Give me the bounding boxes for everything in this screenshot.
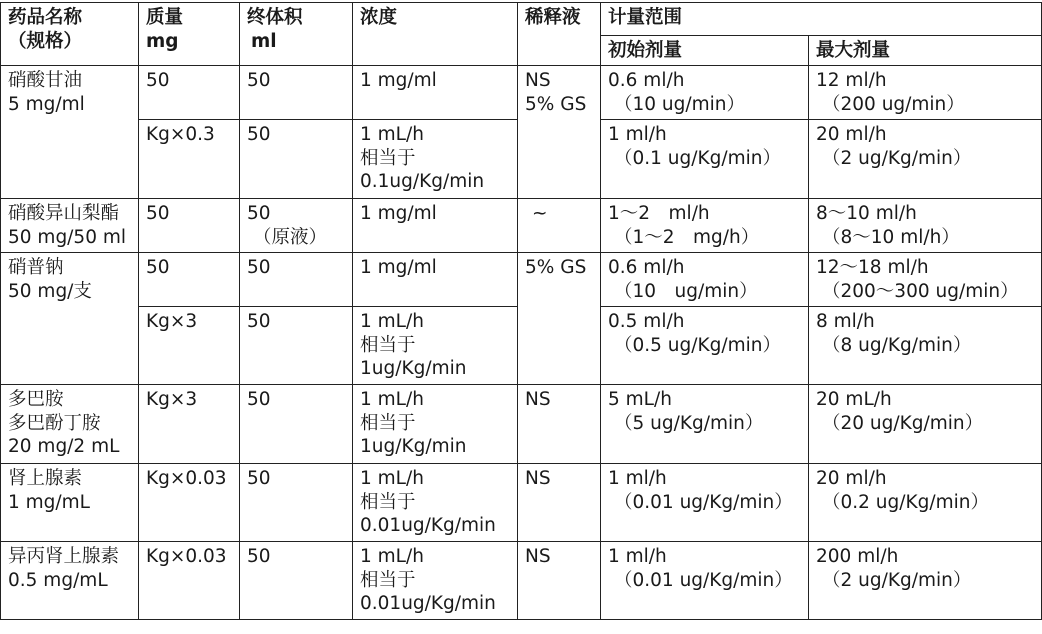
diluent-cell-line: NS xyxy=(525,70,551,91)
final-volume-cell-line: 50 xyxy=(247,70,271,91)
header-final-volume xyxy=(240,3,353,66)
initial-dose-cell-line: 1～2 ml/h xyxy=(608,203,710,224)
table-body xyxy=(1,66,1042,620)
max-dose-cell xyxy=(809,464,1042,542)
initial-dose-cell-line: （10 ug/min） xyxy=(614,280,758,302)
concentration-cell xyxy=(353,307,518,385)
concentration-cell-line: 0.01ug/Kg/min xyxy=(360,515,496,536)
mass-cell: Kg×0.3 xyxy=(139,120,240,199)
initial-dose-cell xyxy=(601,307,809,385)
initial-dose-cell-line: （0.1 ug/Kg/min） xyxy=(614,147,781,169)
initial-dose-cell-line: （0.01 ug/Kg/min） xyxy=(614,569,793,591)
initial-dose-cell-line: （0.5 ug/Kg/min） xyxy=(614,334,781,356)
max-dose-cell-line: 20 ml/h xyxy=(816,468,887,489)
initial-dose-cell xyxy=(601,542,809,620)
table-row xyxy=(1,253,1042,307)
initial-dose-cell xyxy=(601,464,809,542)
max-dose-cell xyxy=(809,385,1042,464)
final-volume-cell-line: 50 xyxy=(247,311,271,332)
max-dose-cell xyxy=(809,66,1042,120)
initial-dose-cell-line: （5 ug/Kg/min） xyxy=(614,412,764,434)
table-row xyxy=(1,199,1042,253)
final-volume-cell xyxy=(240,199,353,253)
final-volume-cell-line: 50 xyxy=(247,257,271,278)
max-dose-cell-line: （200～300 ug/min） xyxy=(822,280,1019,302)
diluent-cell-line: 5% GS xyxy=(525,257,587,278)
header-drug-name xyxy=(1,3,139,66)
mass-cell: 50 xyxy=(139,253,240,307)
final-volume-cell xyxy=(240,464,353,542)
infusion-dosage-table xyxy=(0,2,1042,620)
concentration-cell-line: 1 mL/h xyxy=(360,311,424,332)
concentration-cell-line: 1 mg/ml xyxy=(360,70,437,91)
header-drug-name-line2: （规格） xyxy=(8,30,83,52)
final-volume-cell-line: 50 xyxy=(247,468,271,489)
diluent-cell-line: 5% GS xyxy=(525,93,587,115)
mass-cell: Kg×3 xyxy=(139,307,240,385)
concentration-cell-line: 0.1ug/Kg/min xyxy=(360,171,485,192)
initial-dose-cell-line: 0.6 ml/h xyxy=(608,257,685,278)
table-row xyxy=(1,464,1042,542)
concentration-cell-line: 相当于 xyxy=(360,334,416,356)
concentration-cell-line: 1 mL/h xyxy=(360,389,424,410)
diluent-cell-line: NS xyxy=(525,468,551,489)
initial-dose-cell-line: 1 ml/h xyxy=(608,124,667,145)
header-mass-unit: mg xyxy=(146,30,179,52)
header-final-volume-line1: 终体积 xyxy=(247,7,303,28)
max-dose-cell-line: 12 ml/h xyxy=(816,70,887,91)
header-drug-name-line1: 药品名称 xyxy=(8,7,83,28)
concentration-cell xyxy=(353,253,518,307)
diluent-cell xyxy=(518,542,601,620)
mass-cell: 50 xyxy=(139,199,240,253)
header-final-volume-unit: ml xyxy=(251,30,277,52)
drug-name-cell xyxy=(1,385,139,464)
final-volume-cell xyxy=(240,385,353,464)
header-dose-range: 计量范围 xyxy=(601,3,1042,36)
concentration-cell-line: 相当于 xyxy=(360,569,416,591)
diluent-cell xyxy=(518,199,601,253)
concentration-cell-line: 1 mL/h xyxy=(360,124,424,145)
table-row xyxy=(1,66,1042,120)
diluent-cell-line: ~ xyxy=(532,203,548,224)
concentration-cell xyxy=(353,385,518,464)
max-dose-cell-line: （2 ug/Kg/min） xyxy=(822,147,972,169)
concentration-cell-line: 0.01ug/Kg/min xyxy=(360,593,496,614)
mass-cell: Kg×3 xyxy=(139,385,240,464)
drug-name-cell-line: 多巴酚丁胺 xyxy=(8,412,101,434)
max-dose-cell-line: （200 ug/min） xyxy=(822,93,965,115)
final-volume-cell xyxy=(240,66,353,120)
max-dose-cell-line: （2 ug/Kg/min） xyxy=(822,569,972,591)
drug-name-cell-line: 50 mg/50 ml xyxy=(8,226,127,248)
max-dose-cell-line: 20 mL/h xyxy=(816,389,892,410)
drug-name-cell-line: 5 mg/ml xyxy=(8,93,85,115)
drug-name-cell xyxy=(1,253,139,385)
max-dose-cell-line: （8～10 ml/h） xyxy=(822,226,960,248)
drug-name-cell xyxy=(1,464,139,542)
header-mass xyxy=(139,3,240,66)
final-volume-cell-line: （原液） xyxy=(253,226,328,248)
drug-name-cell-line: 硝酸甘油 xyxy=(8,70,83,91)
initial-dose-cell xyxy=(601,66,809,120)
final-volume-cell xyxy=(240,253,353,307)
concentration-cell-line: 1 mL/h xyxy=(360,546,424,567)
concentration-cell-line: 相当于 xyxy=(360,491,416,513)
max-dose-cell xyxy=(809,120,1042,199)
header-initial-dose: 初始剂量 xyxy=(601,36,809,66)
concentration-cell xyxy=(353,199,518,253)
initial-dose-cell-line: （10 ug/min） xyxy=(614,93,746,115)
final-volume-cell xyxy=(240,307,353,385)
drug-name-cell xyxy=(1,199,139,253)
drug-name-cell-line: 0.5 mg/mL xyxy=(8,569,108,591)
diluent-cell xyxy=(518,385,601,464)
final-volume-cell xyxy=(240,542,353,620)
max-dose-cell-line: 8 ml/h xyxy=(816,311,875,332)
drug-name-cell xyxy=(1,542,139,620)
diluent-cell-line: NS xyxy=(525,546,551,567)
initial-dose-cell-line: 1 ml/h xyxy=(608,546,667,567)
concentration-cell-line: 1ug/Kg/min xyxy=(360,358,467,379)
drug-name-cell-line: 20 mg/2 mL xyxy=(8,436,120,457)
diluent-cell xyxy=(518,66,601,199)
final-volume-cell xyxy=(240,120,353,199)
mass-cell: Kg×0.03 xyxy=(139,542,240,620)
concentration-cell-line: 相当于 xyxy=(360,147,416,169)
max-dose-cell-line: 8～10 ml/h xyxy=(816,203,917,224)
max-dose-cell-line: 20 ml/h xyxy=(816,124,887,145)
concentration-cell-line: 1 mg/ml xyxy=(360,203,437,224)
header-max-dose: 最大剂量 xyxy=(809,36,1042,66)
header-concentration: 浓度 xyxy=(353,3,518,66)
concentration-cell xyxy=(353,464,518,542)
final-volume-cell-line: 50 xyxy=(247,546,271,567)
drug-name-cell-line: 硝普钠 xyxy=(8,257,64,278)
mass-cell: Kg×0.03 xyxy=(139,464,240,542)
drug-name-cell-line: 肾上腺素 xyxy=(8,468,83,489)
initial-dose-cell-line: （0.01 ug/Kg/min） xyxy=(614,491,793,513)
initial-dose-cell xyxy=(601,385,809,464)
max-dose-cell xyxy=(809,199,1042,253)
initial-dose-cell-line: 5 mL/h xyxy=(608,389,672,410)
concentration-cell-line: 1ug/Kg/min xyxy=(360,436,467,457)
diluent-cell-line: NS xyxy=(525,389,551,410)
initial-dose-cell-line: （1～2 mg/h） xyxy=(614,226,760,248)
drug-name-cell-line: 1 mg/mL xyxy=(8,491,90,513)
max-dose-cell xyxy=(809,253,1042,307)
concentration-cell xyxy=(353,542,518,620)
concentration-cell-line: 相当于 xyxy=(360,412,416,434)
table-row xyxy=(1,385,1042,464)
initial-dose-cell xyxy=(601,253,809,307)
initial-dose-cell xyxy=(601,199,809,253)
header-mass-line1: 质量 xyxy=(146,7,184,28)
diluent-cell xyxy=(518,464,601,542)
drug-name-cell-line: 异丙肾上腺素 xyxy=(8,546,120,567)
mass-cell: 50 xyxy=(139,66,240,120)
final-volume-cell-line: 50 xyxy=(247,389,271,410)
diluent-cell xyxy=(518,253,601,385)
initial-dose-cell-line: 0.5 ml/h xyxy=(608,311,685,332)
max-dose-cell-line: 200 ml/h xyxy=(816,546,899,567)
header-diluent: 稀释液 xyxy=(518,3,601,66)
table-row xyxy=(1,542,1042,620)
drug-name-cell-line: 50 mg/支 xyxy=(8,280,92,302)
final-volume-cell-line: 50 xyxy=(247,124,271,145)
max-dose-cell xyxy=(809,307,1042,385)
final-volume-cell-line: 50 xyxy=(247,203,271,224)
max-dose-cell-line: （20 ug/Kg/min） xyxy=(822,412,984,434)
max-dose-cell-line: （8 ug/Kg/min） xyxy=(822,334,972,356)
max-dose-cell xyxy=(809,542,1042,620)
concentration-cell-line: 1 mL/h xyxy=(360,468,424,489)
concentration-cell xyxy=(353,120,518,199)
drug-name-cell-line: 硝酸异山梨酯 xyxy=(8,203,120,224)
concentration-cell xyxy=(353,66,518,120)
drug-name-cell xyxy=(1,66,139,199)
initial-dose-cell-line: 1 ml/h xyxy=(608,468,667,489)
max-dose-cell-line: （0.2 ug/Kg/min） xyxy=(822,491,989,513)
max-dose-cell-line: 12～18 ml/h xyxy=(816,257,929,278)
initial-dose-cell xyxy=(601,120,809,199)
initial-dose-cell-line: 0.6 ml/h xyxy=(608,70,685,91)
concentration-cell-line: 1 mg/ml xyxy=(360,257,437,278)
drug-name-cell-line: 多巴胺 xyxy=(8,389,64,410)
